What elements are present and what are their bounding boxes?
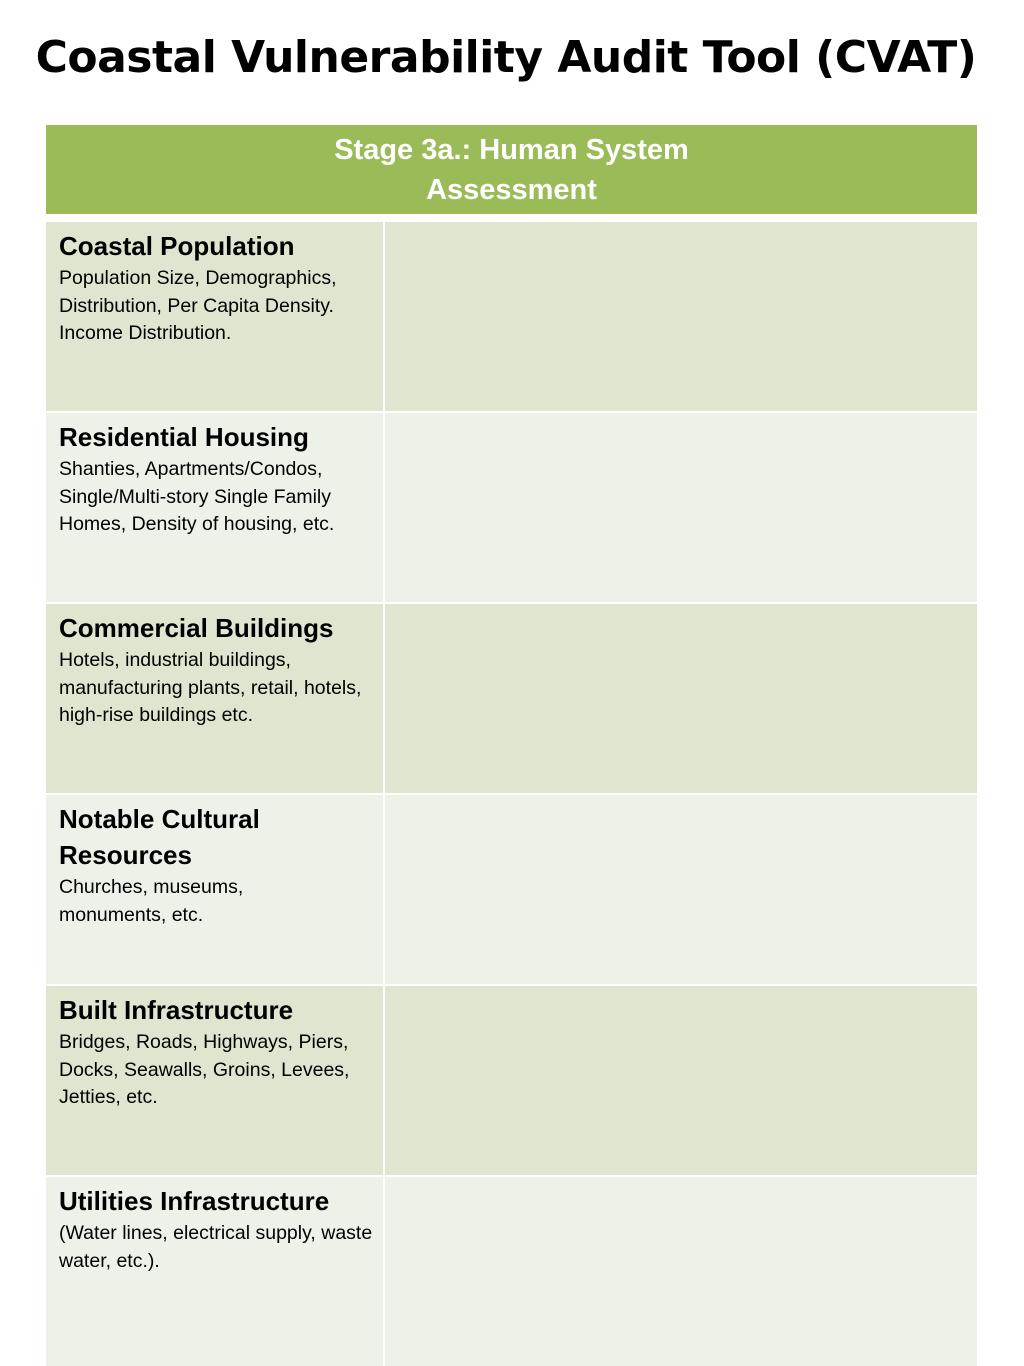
row-title: Utilities Infrastructure [59, 1186, 330, 1216]
row-value-cell[interactable] [387, 1177, 977, 1366]
row-value-cell[interactable] [387, 413, 977, 602]
table-row-notable-cultural-resources [46, 793, 977, 984]
row-value-cell[interactable] [387, 222, 977, 411]
row-description: Shanties, Apartments/Condos, Single/Multi-story Single Family Homes, Density of housing, etc. [59, 458, 335, 535]
row-description: (Water lines, electrical supply, waste water, etc.). [59, 1222, 373, 1272]
page-title: Coastal Vulnerability Audit Tool (CVAT) [35, 32, 977, 83]
table-header [46, 125, 977, 217]
row-label-cell [46, 604, 385, 793]
table-row-residential-housing [46, 411, 977, 602]
row-label-cell [46, 1177, 385, 1366]
row-value-cell[interactable] [387, 986, 977, 1175]
table-row-utilities-infrastructure [46, 1175, 977, 1366]
row-label-cell [46, 795, 385, 984]
row-title: Coastal Population [59, 231, 295, 261]
table-row-commercial-buildings [46, 602, 977, 793]
row-title: Notable Cultural Resources [59, 804, 260, 870]
table-row-coastal-population [46, 220, 977, 411]
row-label-cell [46, 413, 385, 602]
row-label-cell [46, 986, 385, 1175]
row-value-cell[interactable] [387, 604, 977, 793]
row-value-cell[interactable] [387, 795, 977, 984]
table-header-title: Stage 3a.: Human System Assessment [334, 133, 689, 206]
row-title: Residential Housing [59, 422, 309, 452]
row-description: Churches, museums, monuments, etc. [59, 876, 244, 926]
row-title: Commercial Buildings [59, 613, 334, 643]
assessment-table [46, 125, 977, 1365]
row-description: Population Size, Demographics, Distribution, Per Capita Density. Income Distribution. [59, 267, 337, 344]
row-description: Bridges, Roads, Highways, Piers, Docks, Seawalls, Groins, Levees, Jetties, etc. [59, 1031, 350, 1108]
row-description: Hotels, industrial buildings, manufacturing plants, retail, hotels, high-rise buildings etc. [59, 649, 362, 726]
row-label-cell [46, 222, 385, 411]
row-title: Built Infrastructure [59, 995, 294, 1025]
table-row-built-infrastructure [46, 984, 977, 1175]
